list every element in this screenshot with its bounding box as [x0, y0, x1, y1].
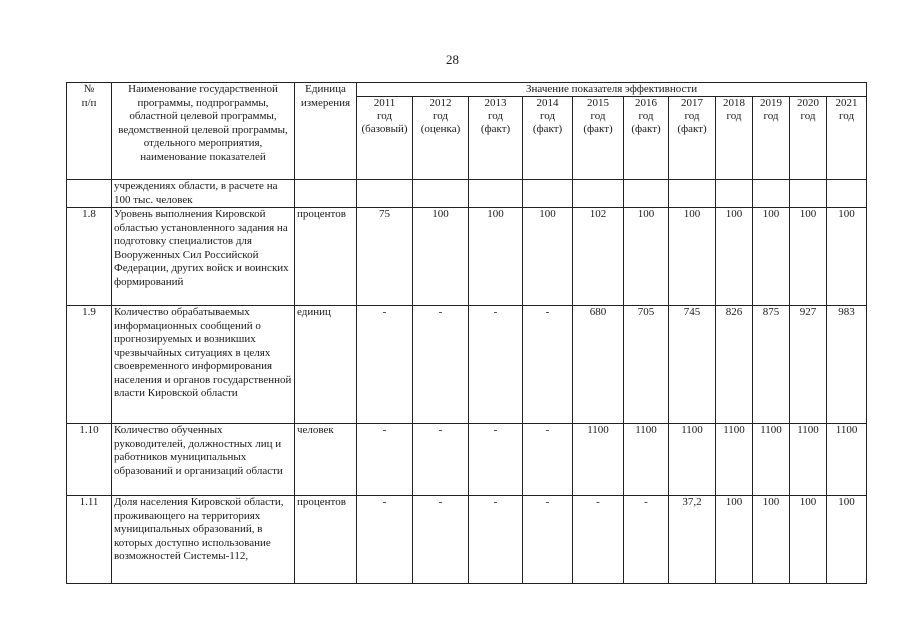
value-2021: 100 — [827, 496, 867, 584]
value-2017 — [669, 180, 716, 208]
header-year-year: 2020 — [797, 97, 819, 109]
row-number: 1.9 — [67, 306, 112, 424]
value-2014 — [523, 180, 573, 208]
header-group-label: Значение показателя эффективности — [357, 83, 867, 97]
value-2011: - — [357, 306, 413, 424]
header-unit: Единица измерения — [295, 83, 357, 180]
value-2016 — [624, 180, 669, 208]
header-year-year: 2014 — [536, 97, 559, 109]
value-2017: 1100 — [669, 424, 716, 496]
table-row — [67, 306, 867, 424]
value-2019: 100 — [753, 208, 790, 306]
header-year-2013 — [469, 97, 523, 180]
header-year-year: 2013 — [484, 97, 507, 109]
table-row — [67, 180, 867, 208]
value-2012: - — [413, 496, 469, 584]
header-year-l2: (факт) — [677, 123, 707, 135]
value-2017: 37,2 — [669, 496, 716, 584]
header-year-year: 2012 — [429, 97, 452, 109]
header-year-2011 — [357, 97, 413, 180]
header-year-2021 — [827, 97, 867, 180]
value-2020 — [790, 180, 827, 208]
header-year-l1: год — [800, 110, 816, 122]
value-2012: - — [413, 306, 469, 424]
value-2011: - — [357, 496, 413, 584]
header-no: № п/п — [67, 83, 112, 180]
value-2015: 680 — [573, 306, 624, 424]
value-2019 — [753, 180, 790, 208]
value-2021: 983 — [827, 306, 867, 424]
value-2016: 1100 — [624, 424, 669, 496]
header-year-2017 — [669, 97, 716, 180]
value-2021: 100 — [827, 208, 867, 306]
indicator-unit: единиц — [295, 306, 357, 424]
value-2021 — [827, 180, 867, 208]
header-year-l1: год — [638, 110, 654, 122]
indicator-unit: процентов — [295, 496, 357, 584]
header-year-year: 2017 — [681, 97, 703, 109]
indicator-unit — [295, 180, 357, 208]
value-2020: 100 — [790, 208, 827, 306]
value-2013: - — [469, 306, 523, 424]
header-year-l2 — [792, 123, 824, 136]
header-year-l2: (факт) — [583, 123, 613, 135]
header-year-l1: год — [590, 110, 606, 122]
header-year-l2: (факт) — [480, 123, 511, 135]
value-2015: - — [573, 496, 624, 584]
value-2018 — [716, 180, 753, 208]
value-2014: 100 — [523, 208, 573, 306]
value-2012 — [413, 180, 469, 208]
value-2021: 1100 — [827, 424, 867, 496]
header-year-l1: год — [432, 110, 449, 122]
header-year-2015 — [573, 97, 624, 180]
value-2012: 100 — [413, 208, 469, 306]
indicator-unit: человек — [295, 424, 357, 496]
value-2020: 1100 — [790, 424, 827, 496]
header-year-2019 — [753, 97, 790, 180]
header-year-2012 — [413, 97, 469, 180]
header-year-year: 2018 — [723, 97, 745, 109]
header-year-2020 — [790, 97, 827, 180]
row-number: 1.8 — [67, 208, 112, 306]
header-year-l1: год — [684, 110, 700, 122]
value-2019: 875 — [753, 306, 790, 424]
indicator-name: Доля населения Кировской области, проживающего на территориях муниципальных образований, в которых доступно использование возможностей Системы-112, — [112, 496, 295, 584]
value-2011: - — [357, 424, 413, 496]
value-2011 — [357, 180, 413, 208]
header-year-l2: (факт) — [631, 123, 661, 135]
header-year-l1: год — [539, 110, 556, 122]
value-2015: 1100 — [573, 424, 624, 496]
value-2012: - — [413, 424, 469, 496]
header-year-year: 2015 — [587, 97, 609, 109]
header-name: Наименование государственной программы, подпрограммы, областной целевой программы, ведомственной целевой программы, отдельного мероприятия, наименование показателей — [112, 83, 295, 180]
value-2013: - — [469, 496, 523, 584]
value-2016: - — [624, 496, 669, 584]
value-2018: 826 — [716, 306, 753, 424]
indicator-name: Количество обученных руководителей, должностных лиц и работников муниципальных образований и организаций области — [112, 424, 295, 496]
header-year-year: 2021 — [835, 97, 858, 109]
header-year-l1: год — [763, 110, 779, 122]
value-2020: 100 — [790, 496, 827, 584]
header-row-top — [67, 83, 867, 97]
value-2019: 1100 — [753, 424, 790, 496]
header-year-2014 — [523, 97, 573, 180]
value-2019: 100 — [753, 496, 790, 584]
header-year-l2: (факт) — [532, 123, 563, 135]
table-row — [67, 424, 867, 496]
value-2020: 927 — [790, 306, 827, 424]
header-year-2018 — [716, 97, 753, 180]
value-2018: 100 — [716, 496, 753, 584]
value-2015 — [573, 180, 624, 208]
header-year-year: 2016 — [635, 97, 657, 109]
value-2013: 100 — [469, 208, 523, 306]
value-2015: 102 — [573, 208, 624, 306]
header-year-l1: год — [839, 110, 855, 122]
value-2017: 745 — [669, 306, 716, 424]
header-year-l1: год — [376, 110, 393, 122]
row-number: 1.11 — [67, 496, 112, 584]
page-number: 28 — [446, 52, 459, 67]
value-2013: - — [469, 424, 523, 496]
indicator-name: учреждениях области, в расчете на 100 тыс. человек — [112, 180, 295, 208]
table-body — [67, 180, 867, 584]
header-year-year: 2011 — [373, 97, 396, 109]
header-year-l2: (базовый) — [361, 123, 408, 135]
value-2014: - — [523, 424, 573, 496]
table-row — [67, 208, 867, 306]
header-year-l2 — [718, 123, 750, 136]
header-year-2016 — [624, 97, 669, 180]
indicators-table — [66, 82, 867, 584]
header-year-l2 — [829, 123, 864, 136]
value-2014: - — [523, 496, 573, 584]
value-2011: 75 — [357, 208, 413, 306]
header-year-l1: год — [487, 110, 504, 122]
value-2013 — [469, 180, 523, 208]
value-2017: 100 — [669, 208, 716, 306]
value-2014: - — [523, 306, 573, 424]
row-number: 1.10 — [67, 424, 112, 496]
indicator-name: Уровень выполнения Кировской областью установленного задания на подготовку специалистов для Вооруженных Сил Российской Федерации, других войск и воинских формирований — [112, 208, 295, 306]
header-year-l1: год — [726, 110, 742, 122]
row-number — [67, 180, 112, 208]
table-row — [67, 496, 867, 584]
value-2018: 100 — [716, 208, 753, 306]
header-year-l2: (оценка) — [420, 123, 461, 135]
indicator-name: Количество обрабатываемых информационных сообщений о прогнозируемых и возникших чрезвычайных ситуациях в целях своевременного информирования населения и органов государственной власти Кировской области — [112, 306, 295, 424]
value-2016: 705 — [624, 306, 669, 424]
header-year-l2 — [755, 123, 787, 136]
value-2018: 1100 — [716, 424, 753, 496]
value-2016: 100 — [624, 208, 669, 306]
header-year-year: 2019 — [760, 97, 782, 109]
indicator-unit: процентов — [295, 208, 357, 306]
